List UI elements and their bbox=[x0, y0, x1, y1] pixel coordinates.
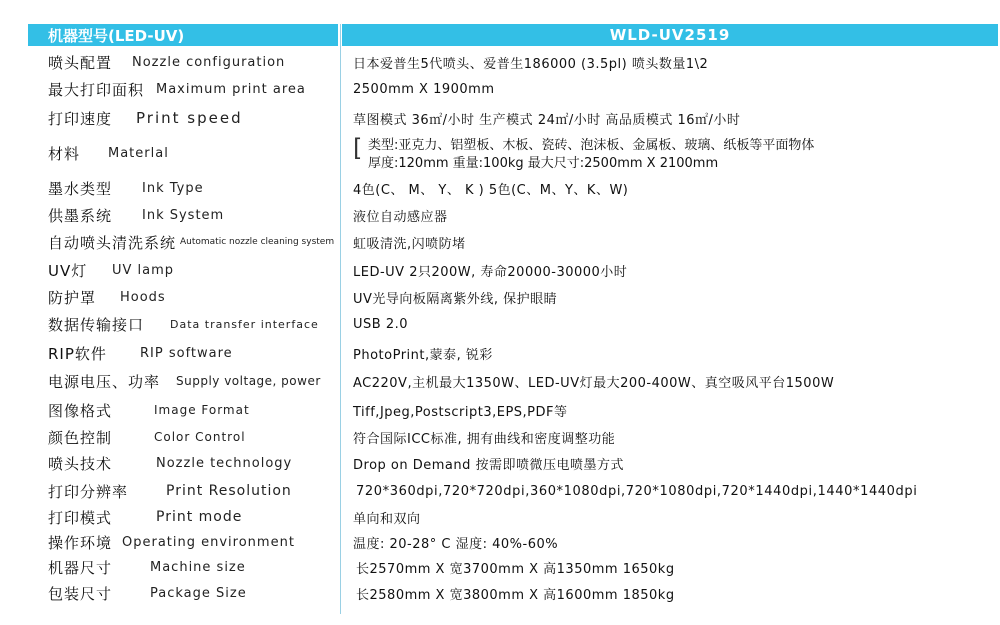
spec-label-en: Image Format bbox=[154, 403, 250, 417]
spec-row-operating-environment bbox=[48, 529, 988, 555]
spec-value: 日本爱普生5代喷头、爱普生186000 (3.5pl) 喷头数量1\2 bbox=[353, 56, 709, 72]
spec-label-en: Package Size bbox=[150, 585, 247, 601]
spec-value: 单向和双向 bbox=[353, 511, 421, 527]
spec-value: AC220V,主机最大1350W、LED-UV灯最大200-400W、真空吸风平台1500W bbox=[353, 375, 835, 391]
model-name-header: WLD-UV2519 bbox=[342, 24, 998, 46]
spec-label-zh: 墨水类型 bbox=[48, 179, 113, 198]
spec-label-zh: 打印模式 bbox=[48, 508, 113, 527]
spec-header bbox=[28, 24, 998, 46]
spec-value-line: 类型:亚克力、铝塑板、木板、瓷砖、泡沫板、金属板、玻璃、纸板等平面物体 bbox=[368, 137, 815, 153]
spec-label-zh: 机器尺寸 bbox=[48, 558, 113, 577]
spec-row-rip-software bbox=[48, 340, 988, 366]
spec-value-multi bbox=[368, 134, 814, 170]
spec-row-data-interface bbox=[48, 311, 988, 337]
spec-value: 虹吸清洗,闪喷防堵 bbox=[353, 236, 466, 252]
spec-label-en: Print Resolution bbox=[166, 483, 292, 499]
spec-label-zh: 防护罩 bbox=[48, 288, 97, 307]
spec-label-zh: 自动喷头清洗系统 bbox=[48, 233, 177, 252]
bracket-icon: [ bbox=[353, 134, 363, 162]
spec-value: 温度: 20-28° C 湿度: 40%-60% bbox=[353, 536, 559, 552]
spec-value: 符合国际ICC标准, 拥有曲线和密度调整功能 bbox=[353, 431, 616, 447]
spec-label-en: RIP software bbox=[140, 345, 233, 361]
spec-row-print-resolution bbox=[48, 478, 988, 504]
spec-row-cleaning-system bbox=[48, 229, 988, 255]
spec-value-line: 厚度:120mm 重量:100kg 最大尺寸:2500mm X 2100mm bbox=[368, 155, 719, 171]
spec-label-en: Print speed bbox=[136, 109, 243, 127]
spec-label-zh: 图像格式 bbox=[48, 401, 113, 420]
spec-label-en: Materlal bbox=[108, 145, 169, 161]
spec-row-ink-system bbox=[48, 202, 988, 228]
spec-value: 长2580mm X 宽3800mm X 高1600mm 1850kg bbox=[356, 587, 675, 603]
spec-label-en: Nozzle configuration bbox=[132, 54, 286, 70]
spec-label-en: UV lamp bbox=[112, 262, 175, 278]
spec-label-zh: RIP软件 bbox=[48, 344, 107, 363]
spec-row-power bbox=[48, 368, 988, 394]
spec-label-en: Nozzle technology bbox=[156, 455, 293, 471]
spec-label-en: Operating environment bbox=[122, 534, 295, 550]
spec-label-zh: 数据传输接口 bbox=[48, 315, 145, 334]
spec-label-zh: UV灯 bbox=[48, 261, 88, 280]
spec-label-en: Ink Type bbox=[142, 180, 204, 196]
spec-label-en: Ink System bbox=[142, 207, 225, 223]
spec-label-en: Supply voltage, power bbox=[176, 374, 321, 388]
model-label-header: 机器型号(LED-UV) bbox=[28, 24, 338, 46]
spec-row-hoods bbox=[48, 284, 988, 310]
spec-row-uv-lamp bbox=[48, 257, 988, 283]
spec-label-zh: 包装尺寸 bbox=[48, 584, 113, 603]
spec-value: Drop on Demand 按需即喷微压电喷墨方式 bbox=[353, 457, 624, 473]
spec-value: 2500mm X 1900mm bbox=[353, 81, 495, 97]
spec-label-zh: 材料 bbox=[48, 144, 81, 163]
spec-value: 4色(C、 M、 Y、 K ) 5色(C、M、Y、K、W) bbox=[353, 182, 629, 198]
spec-row-nozzle-config bbox=[48, 49, 988, 75]
spec-value: LED-UV 2只200W, 寿命20000-30000小时 bbox=[353, 264, 628, 280]
spec-value: USB 2.0 bbox=[353, 316, 408, 332]
spec-label-zh: 最大打印面积 bbox=[48, 80, 145, 99]
spec-label-zh: 喷头技术 bbox=[48, 454, 113, 473]
spec-row-material bbox=[48, 134, 988, 172]
spec-row-package-size bbox=[48, 580, 988, 606]
spec-row-print-mode bbox=[48, 504, 988, 530]
spec-value: UV光导向板隔离紫外线, 保护眼睛 bbox=[353, 291, 558, 307]
spec-label-en: Color Control bbox=[154, 430, 246, 444]
spec-label-en: Hoods bbox=[120, 289, 166, 305]
spec-row-ink-type bbox=[48, 175, 988, 201]
spec-label-en: Machine size bbox=[150, 559, 246, 575]
spec-value: Tiff,Jpeg,Postscript3,EPS,PDF等 bbox=[353, 404, 568, 420]
spec-label-en: Print mode bbox=[156, 509, 243, 525]
spec-row-nozzle-technology bbox=[48, 450, 988, 476]
spec-label-zh: 打印速度 bbox=[48, 109, 113, 128]
spec-label-en: Data transfer interface bbox=[170, 317, 319, 331]
spec-label-zh: 打印分辨率 bbox=[48, 482, 129, 501]
spec-row-color-control bbox=[48, 424, 988, 450]
spec-value: 720*360dpi,720*720dpi,360*1080dpi,720*1080dpi,720*1440dpi,1440*1440dpi bbox=[356, 483, 918, 499]
spec-row-machine-size bbox=[48, 554, 988, 580]
spec-value: 液位自动感应器 bbox=[353, 209, 448, 225]
spec-label-en: Automatic nozzle cleaning system bbox=[180, 237, 335, 247]
spec-row-max-print-area bbox=[48, 76, 988, 102]
spec-label-en: Maximum print area bbox=[156, 81, 306, 97]
spec-label-zh: 颜色控制 bbox=[48, 428, 113, 447]
spec-label-zh: 电源电压、功率 bbox=[48, 372, 161, 391]
spec-label-zh: 操作环境 bbox=[48, 533, 113, 552]
spec-value: 草图模式 36㎡/小时 生产模式 24㎡/小时 高品质模式 16㎡/小时 bbox=[353, 112, 741, 128]
spec-value: PhotoPrint,蒙泰, 锐彩 bbox=[353, 347, 493, 363]
spec-row-print-speed bbox=[48, 105, 988, 131]
spec-label-zh: 供墨系统 bbox=[48, 206, 113, 225]
spec-row-image-format bbox=[48, 397, 988, 423]
spec-value: 长2570mm X 宽3700mm X 高1350mm 1650kg bbox=[356, 561, 675, 577]
spec-label-zh: 喷头配置 bbox=[48, 53, 113, 72]
